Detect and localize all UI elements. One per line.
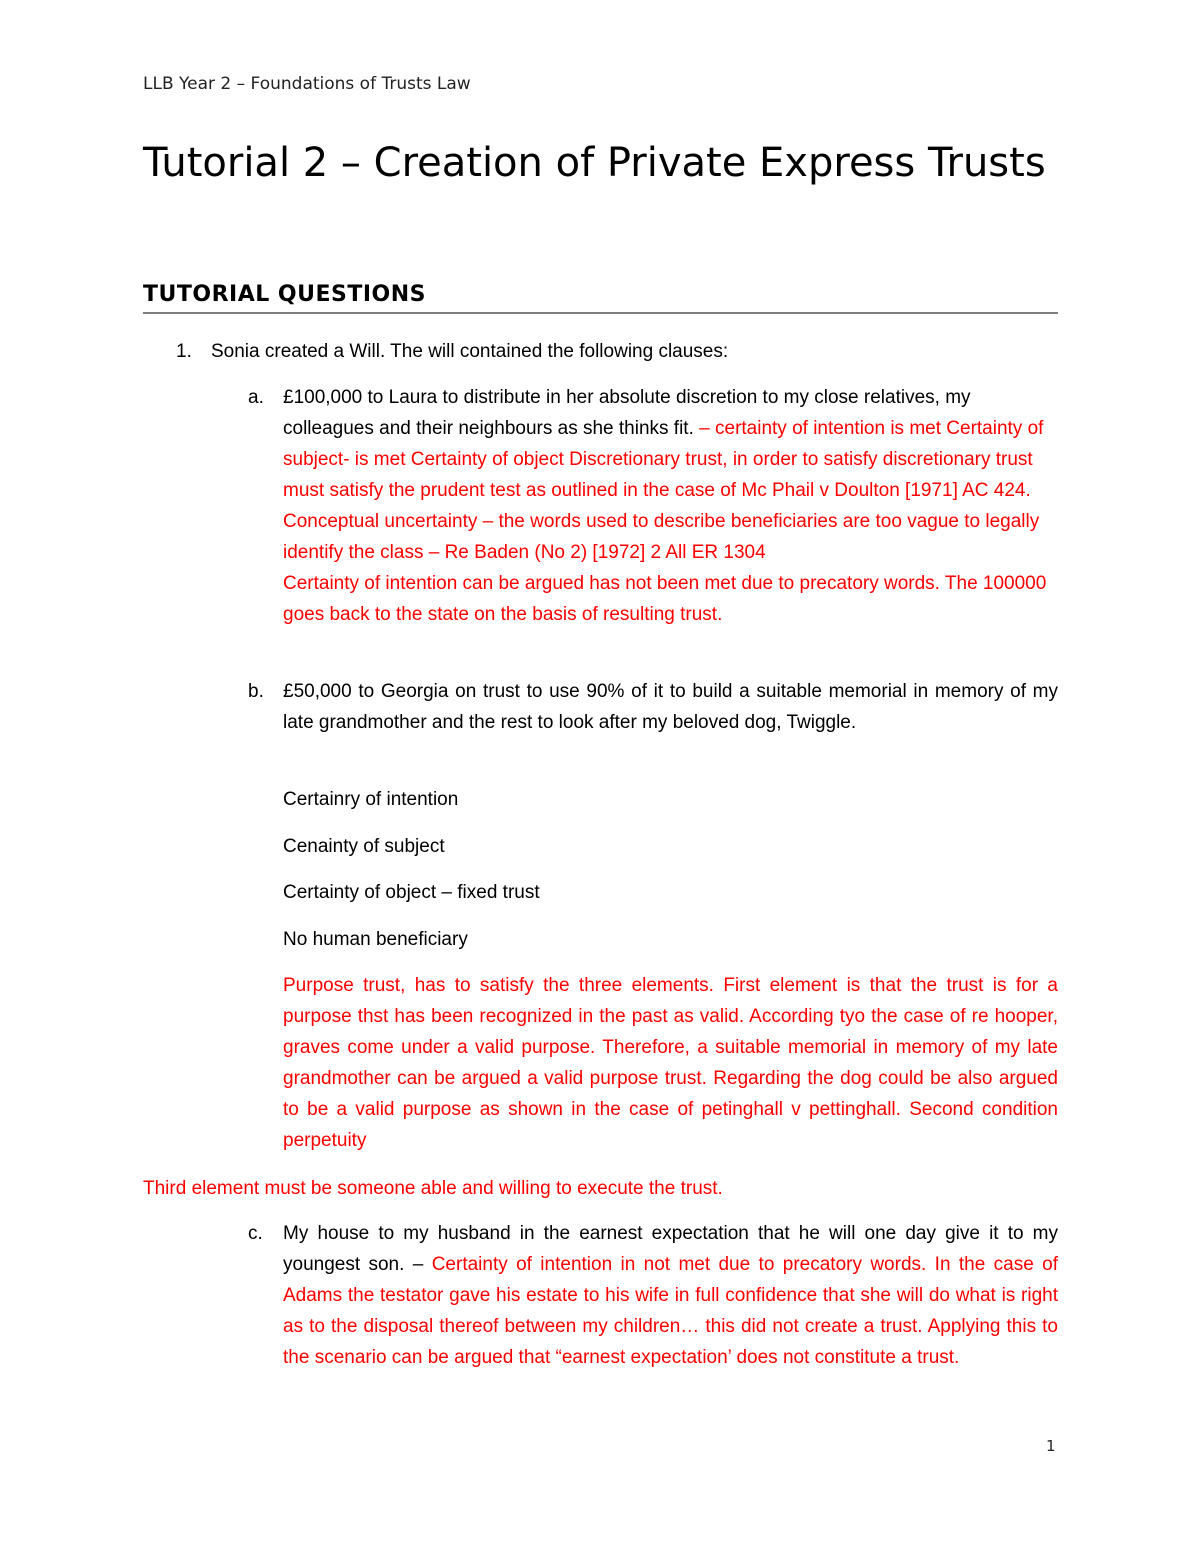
answer-text: Certainty of intention in not met due to precatory words. In the case of Adams the testator gave his estate to his wife in full confidence that she will do what is right as to the disposal thereof between my children… this did not create a trust. Applying this to the scenario can be argued that “earnest expectation’ does not constitute a trust. [283,1254,1058,1368]
clause-marker: a. [248,387,264,408]
page-header: LLB Year 2 – Foundations of Trusts Law [143,74,471,94]
clause-content [283,382,1058,630]
note-line: Cenainty of subject [283,836,445,857]
note-line: Certainty of object – fixed trust [283,882,540,903]
section-heading: TUTORIAL QUESTIONS [143,282,1058,314]
question-1 [176,336,1056,367]
question-number: 1. [176,341,192,362]
clause-b [248,676,1058,738]
clause-a [248,382,1058,630]
clause-marker: b. [248,681,264,702]
clause-text: £100,000 to Laura to distribute in her absolute discretion to my close relatives, my colleagues and their neighbours as she thinks fit. [283,387,971,439]
page-number: 1 [1046,1437,1056,1455]
clause-text: £50,000 to Georgia on trust to use 90% of it to build a suitable memorial in memory of my late grandmother and the rest to look after my beloved dog, Twiggle. [283,681,1058,733]
third-element-answer: Third element must be someone able and willing to execute the trust. [143,1178,723,1199]
clause-marker: c. [248,1223,263,1244]
purpose-trust-answer: Purpose trust, has to satisfy the three elements. First element is that the trust is for a purpose thst has been recognized in the past as valid. According tyo the case of re hooper, graves come under a valid purpose. Therefore, a suitable memorial in memory of my late grandmother can be argued a valid purpose trust. Regarding the dog could be also argued to be a valid purpose as shown in the case of petinghall v pettinghall. Second condition perpetuity [283,975,1058,1151]
note-line: Certainry of intention [283,789,459,810]
question-text: Sonia created a Will. The will contained the following clauses: [211,341,729,362]
note-line: No human beneficiary [283,929,468,950]
clause-c [248,1218,1058,1373]
answer-text-2: Certainty of intention can be argued has not been met due to precatory words. The 100000 goes back to the state on the basis of resulting trust. [283,573,1047,625]
clause-text: My house to my husband in the earnest expectation that he will one day give it to my youngest son. – [283,1223,1058,1275]
page-title: Tutorial 2 – Creation of Private Express Trusts [143,140,1046,186]
clause-content [283,1218,1058,1373]
answer-text: – certainty of intention is met Certainty of subject- is met Certainty of object Discretionary trust, in order to satisfy discretionary trust must satisfy the prudent test as outlined in the case of Mc Phail v Doulton [1971] AC 424. Conceptual uncertainty – the words used to describe beneficiaries are too vague to legally identify the class – Re Baden (No 2) [1972] 2 All ER 1304 [283,418,1044,563]
